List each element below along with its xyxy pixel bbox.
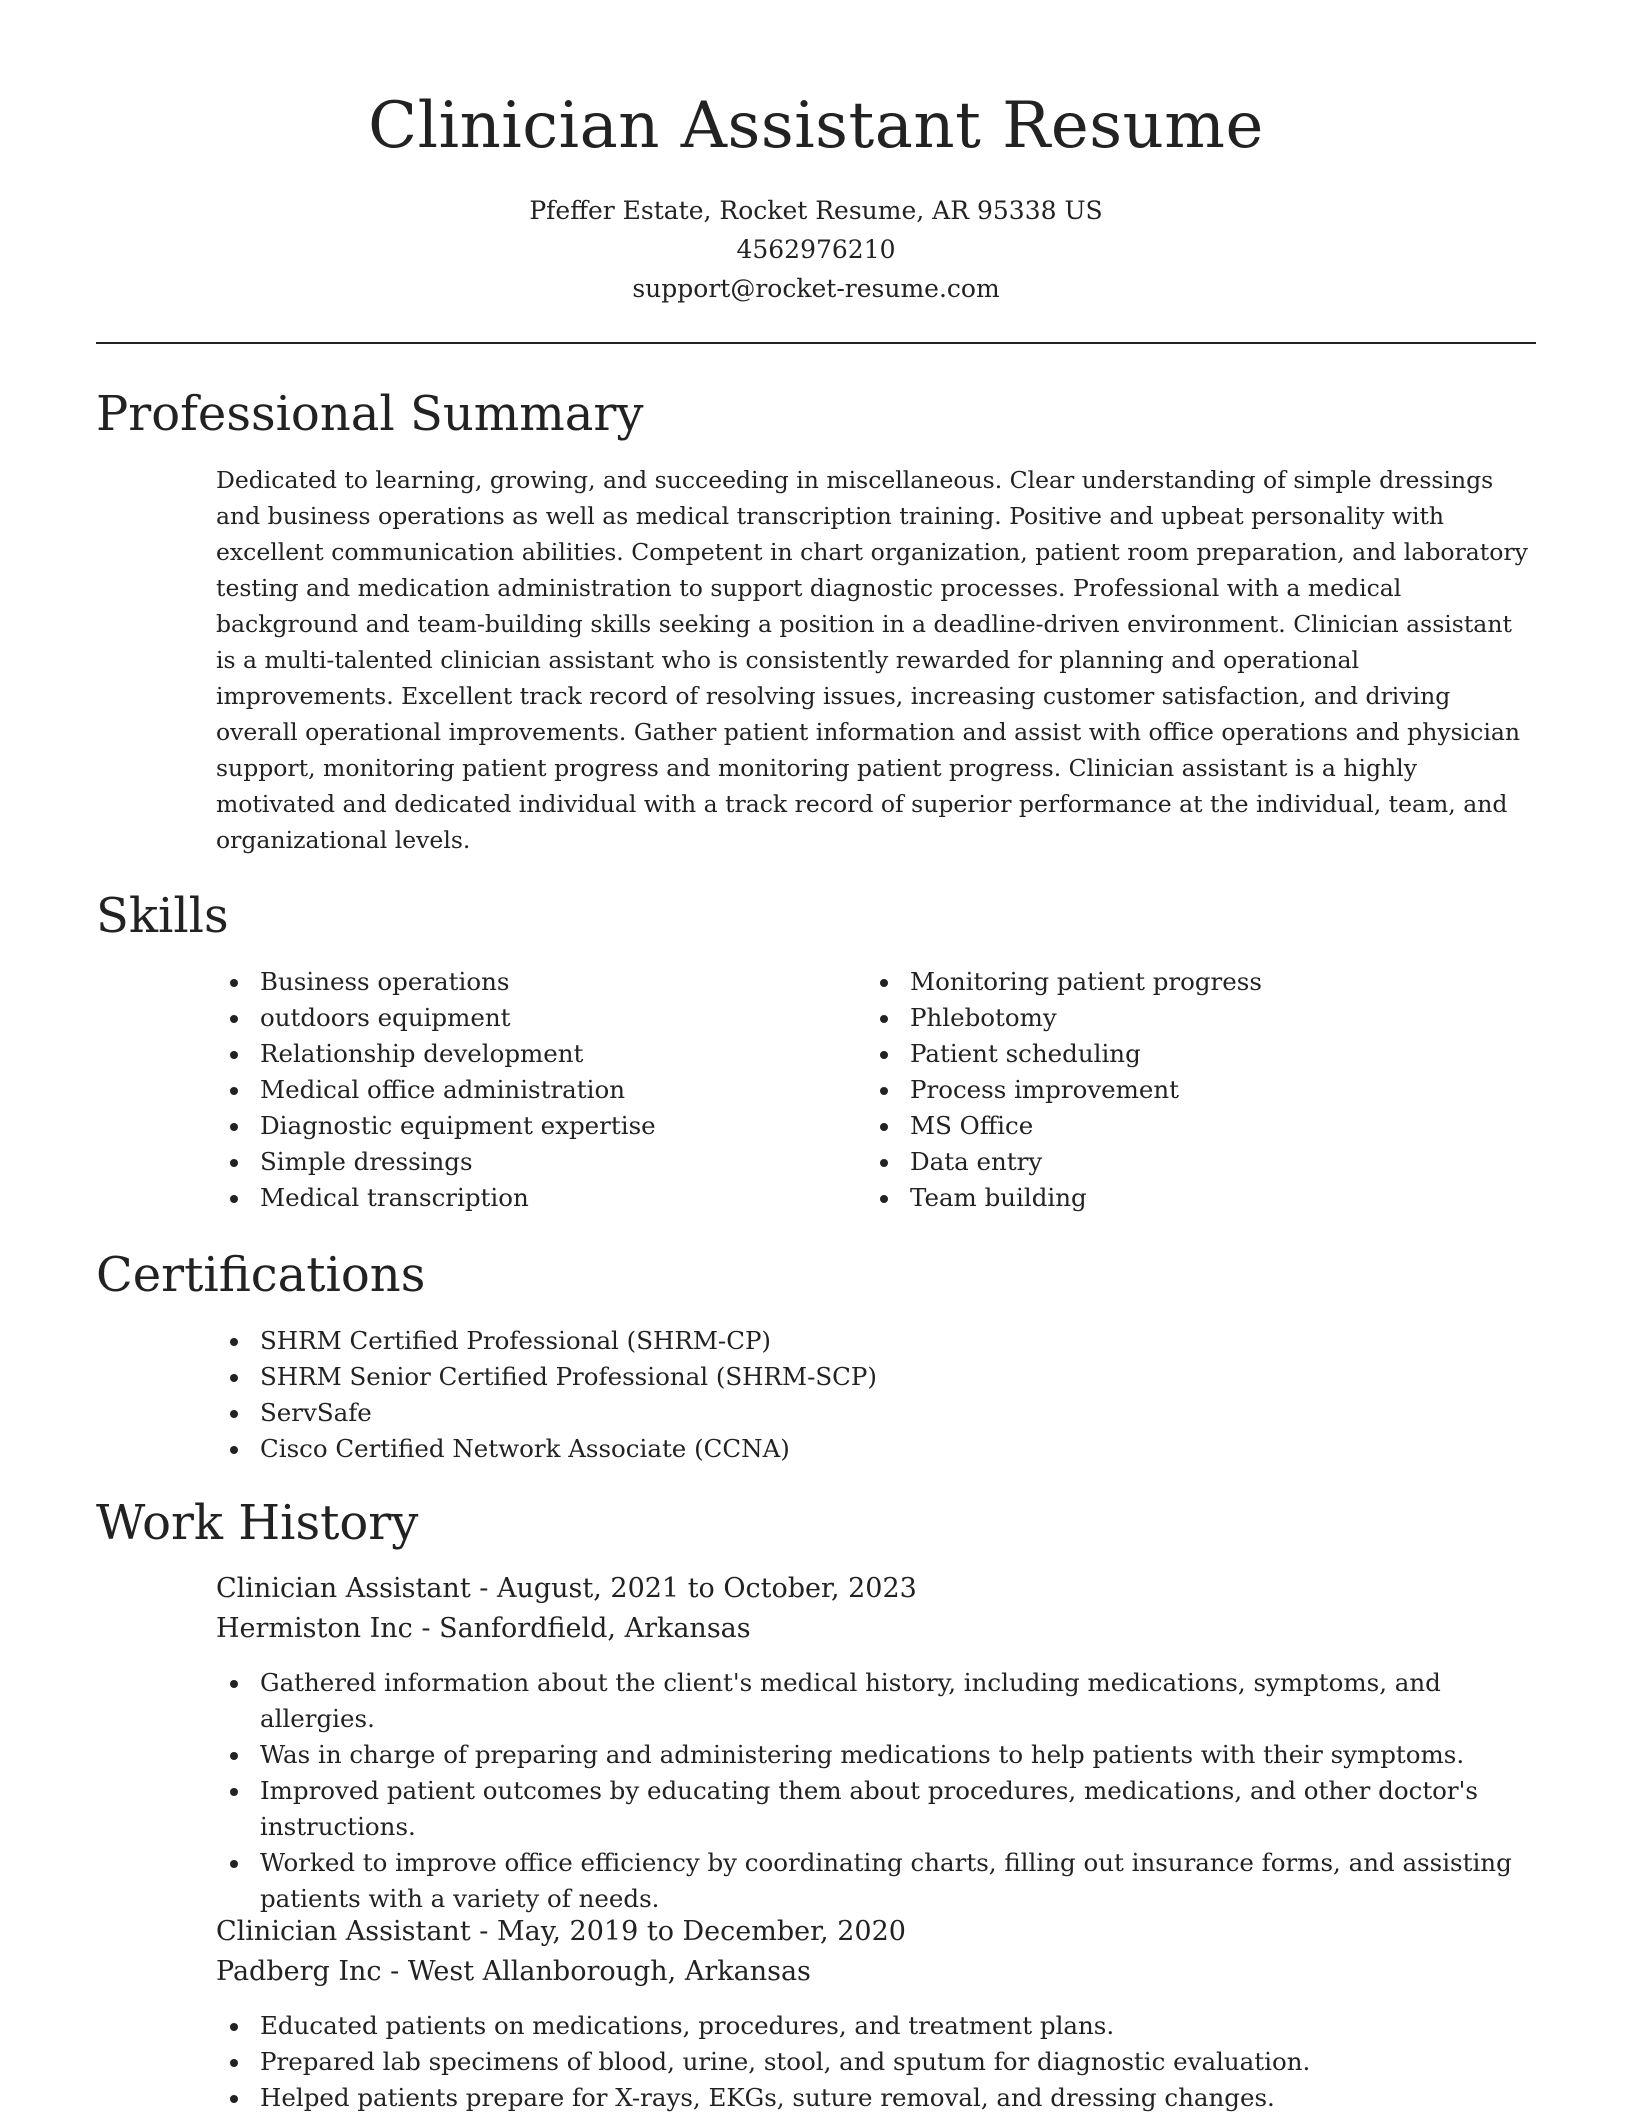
job-company: Hermiston Inc [216,1613,413,1644]
job-title-line [216,1912,1536,1952]
certification-item: Cisco Certified Network Associate (CCNA) [216,1431,1536,1467]
job-title-line [216,1569,1536,1609]
skill-item: Data entry [866,1144,1506,1180]
skill-item: Process improvement [866,1072,1506,1108]
job-location: West Allanborough, Arkansas [407,1956,811,1987]
contact-phone: 4562976210 [736,235,896,264]
header-divider [96,342,1536,344]
job-company-line [216,1609,1536,1649]
work-history-heading: Work History [96,1495,419,1551]
job-entry [216,1569,1536,1649]
job-bullet: Educated patients on medications, procedures, and treatment plans. [216,2008,1536,2044]
skill-item: Medical transcription [216,1180,856,1216]
certifications-block [216,1323,1536,1467]
contact-address: Pfeffer Estate, Rocket Resume, AR 95338 US [529,196,1103,225]
job-location: Sanfordfield, Arkansas [439,1613,751,1644]
skills-section [96,887,1536,945]
job-bullets [216,2008,1536,2112]
skill-item: Team building [866,1180,1506,1216]
certification-item: ServSafe [216,1395,1536,1431]
skill-item: Phlebotomy [866,1000,1506,1036]
job-bullet-list [216,2008,1536,2112]
job-bullet: Improved patient outcomes by educating them about procedures, medications, and other doctor's instructions. [216,1773,1536,1845]
skill-item: outdoors equipment [216,1000,856,1036]
job-bullets [216,1665,1536,1917]
skills-right-list [866,964,1506,1216]
job-title: Clinician Assistant [216,1573,471,1604]
job-entry [216,1912,1536,1992]
job-bullet: Worked to improve office efficiency by coordinating charts, filling out insurance forms, and assisting patients with a variety of needs. [216,1845,1536,1917]
skill-item: Patient scheduling [866,1036,1506,1072]
job-bullet-list [216,1665,1536,1917]
summary-text: Dedicated to learning, growing, and succeeding in miscellaneous. Clear understanding of simple dressings and business operations as well as medical transcription training. Positive and upbeat personality with excellent communication abilities. Competent in chart organization, patient room preparation, and laboratory testing and medication administration to support diagnostic processes. Professional with a medical background and team-building skills seeking a position in a deadline-driven environment. Clinician assistant is a multi-talented clinician assistant who is consistently rewarded for planning and operational improvements. Excellent track record of resolving issues, increasing customer satisfaction, and driving overall operational improvements. Gather patient information and assist with office operations and physician support, monitoring patient progress and monitoring patient progress. Clinician assistant is a highly motivated and dedicated individual with a track record of superior performance at the individual, team, and organizational levels. [216,466,1528,854]
separator: - [412,1613,440,1644]
job-dates: May, 2019 to December, 2020 [496,1916,906,1947]
skill-item: Relationship development [216,1036,856,1072]
resume-title: Clinician Assistant Resume [368,89,1264,163]
job-bullet: Prepared lab specimens of blood, urine, stool, and sputum for diagnostic evaluation. [216,2044,1536,2080]
skill-item: Business operations [216,964,856,1000]
certifications-section [96,1246,1536,1304]
job-bullet: Helped patients prepare for X-rays, EKGs, suture removal, and dressing changes. [216,2080,1536,2112]
separator: - [381,1956,408,1987]
job-bullet: Was in charge of preparing and administering medications to help patients with their symptoms. [216,1737,1536,1773]
certification-item: SHRM Certified Professional (SHRM-CP) [216,1323,1536,1359]
job-bullet: Gathered information about the client's medical history, including medications, symptoms, and allergies. [216,1665,1536,1737]
skill-item: Monitoring patient progress [866,964,1506,1000]
job-company-line [216,1952,1536,1992]
summary-section [96,385,1536,443]
skills-left-list [216,964,856,1216]
job-title: Clinician Assistant [216,1916,471,1947]
skill-item: MS Office [866,1108,1506,1144]
summary-heading: Professional Summary [96,386,644,442]
certifications-list [216,1323,1536,1467]
skill-item: Diagnostic equipment expertise [216,1108,856,1144]
skill-item: Medical office administration [216,1072,856,1108]
job-dates: August, 2021 to October, 2023 [496,1573,917,1604]
separator: - [470,1916,497,1947]
skill-item: Simple dressings [216,1144,856,1180]
contact-email: support@rocket-resume.com [632,274,1000,303]
job-company: Padberg Inc [216,1956,382,1987]
skills-left-column [216,964,856,1216]
certification-item: SHRM Senior Certified Professional (SHRM-SCP) [216,1359,1536,1395]
contact-info [0,191,1632,308]
work-history-section [96,1494,1536,1552]
certifications-heading: Certifications [96,1247,426,1303]
separator: - [470,1573,497,1604]
skills-heading: Skills [96,888,229,944]
skills-right-column [866,964,1506,1216]
